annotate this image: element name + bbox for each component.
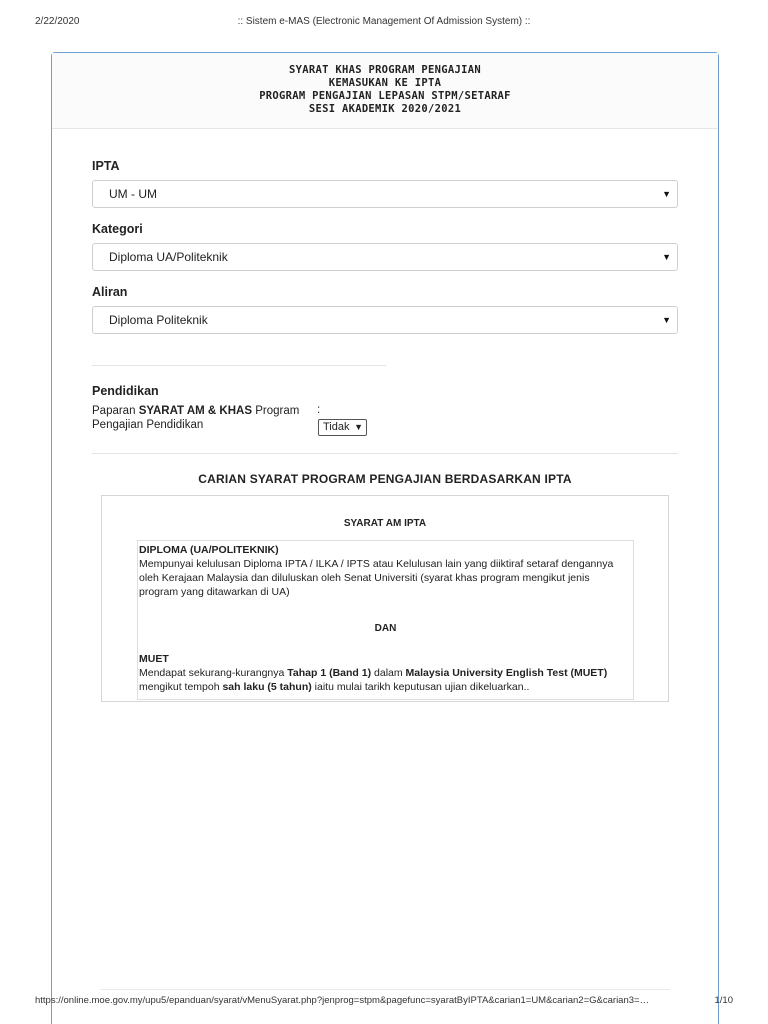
print-url: https://online.moe.gov.my/upu5/epanduan/syarat/vMenuSyarat.php?jenprog=stpm&pagefunc=syaratByIPTA&carian1=UM&carian2=G&carian3=… — [35, 995, 650, 1006]
panel-heading — [52, 53, 718, 129]
pendidikan-colon: : — [317, 404, 321, 416]
dan-connector: DAN — [374, 623, 397, 634]
divider-short — [92, 365, 386, 366]
heading-line-3: PROGRAM PENGAJIAN LEPASAN STPM/SETARAF — [259, 90, 511, 102]
kategori-select[interactable] — [92, 243, 678, 271]
muet-text-3: mengikut tempoh — [139, 681, 223, 693]
diploma-heading: DIPLOMA (UA/POLITEKNIK) — [139, 544, 279, 556]
muet-line-1 — [139, 666, 607, 680]
aliran-label: Aliran — [92, 285, 128, 299]
muet-text-4: iaitu mulai tarikh keputusan ujian dikeluarkan.. — [311, 681, 530, 693]
ipta-label: IPTA — [92, 159, 120, 173]
pendidikan-select-value: Tidak — [323, 421, 350, 433]
heading-line-1: SYARAT KHAS PROGRAM PENGAJIAN — [288, 64, 482, 76]
print-header — [35, 16, 733, 30]
aliran-select[interactable] — [92, 306, 678, 334]
kategori-select-value: Diploma UA/Politeknik — [109, 250, 228, 264]
syarat-am-table — [137, 540, 634, 700]
ipta-select-value: UM - UM — [109, 187, 157, 201]
diploma-requirement — [139, 543, 613, 599]
print-page-number: 1/10 — [714, 995, 733, 1006]
pendidikan-select[interactable] — [318, 419, 367, 436]
chevron-down-icon: ▼ — [662, 252, 671, 262]
heading-line-4: SESI AKADEMIK 2020/2021 — [308, 103, 462, 115]
divider-full — [92, 453, 678, 454]
pendidikan-label: Pendidikan — [92, 384, 159, 398]
print-date: 2/22/2020 — [35, 16, 80, 27]
syarat-am-box — [101, 495, 669, 702]
pendidikan-text-prefix: Paparan — [92, 405, 139, 417]
bottom-divider — [100, 989, 670, 990]
muet-test-name: Malaysia University English Test (MUET) — [405, 667, 608, 679]
syarat-am-title: SYARAT AM IPTA — [343, 518, 427, 529]
chevron-down-icon: ▼ — [662, 315, 671, 325]
carian-title: CARIAN SYARAT PROGRAM PENGAJIAN BERDASARKAN IPTA — [198, 472, 572, 486]
pendidikan-description — [92, 404, 312, 432]
diploma-line-3: program yang ditawarkan di UA) — [139, 586, 290, 598]
aliran-select-value: Diploma Politeknik — [109, 313, 208, 327]
muet-heading: MUET — [139, 653, 169, 665]
syarat-panel — [51, 52, 719, 1024]
diploma-line-2: oleh Kerajaan Malaysia dan diluluskan oleh Senat Universiti (syarat khas program mengikut jenis — [139, 572, 590, 584]
kategori-label: Kategori — [92, 222, 143, 236]
print-page-title: :: Sistem e-MAS (Electronic Management Of Admission System) :: — [237, 16, 531, 27]
muet-line-2 — [139, 680, 607, 694]
muet-text-1: Mendapat sekurang-kurangnya — [139, 667, 288, 679]
heading-line-2: KEMASUKAN KE IPTA — [328, 77, 442, 89]
muet-requirement — [139, 652, 607, 694]
diploma-line-1: Mempunyai kelulusan Diploma IPTA / ILKA / IPTS atau Kelulusan lain yang diiktiraf setaraf dengannya — [139, 558, 614, 570]
pendidikan-text-suffix: Program Pengajian Pendidikan — [92, 405, 300, 431]
muet-band: Tahap 1 (Band 1) — [287, 667, 372, 679]
chevron-down-icon: ▼ — [354, 422, 363, 432]
chevron-down-icon: ▼ — [662, 189, 671, 199]
pendidikan-text-bold: SYARAT AM & KHAS — [138, 405, 252, 417]
muet-validity: sah laku (5 tahun) — [222, 681, 312, 693]
muet-text-2: dalam — [371, 667, 406, 679]
print-footer — [35, 995, 733, 1009]
ipta-select[interactable] — [92, 180, 678, 208]
